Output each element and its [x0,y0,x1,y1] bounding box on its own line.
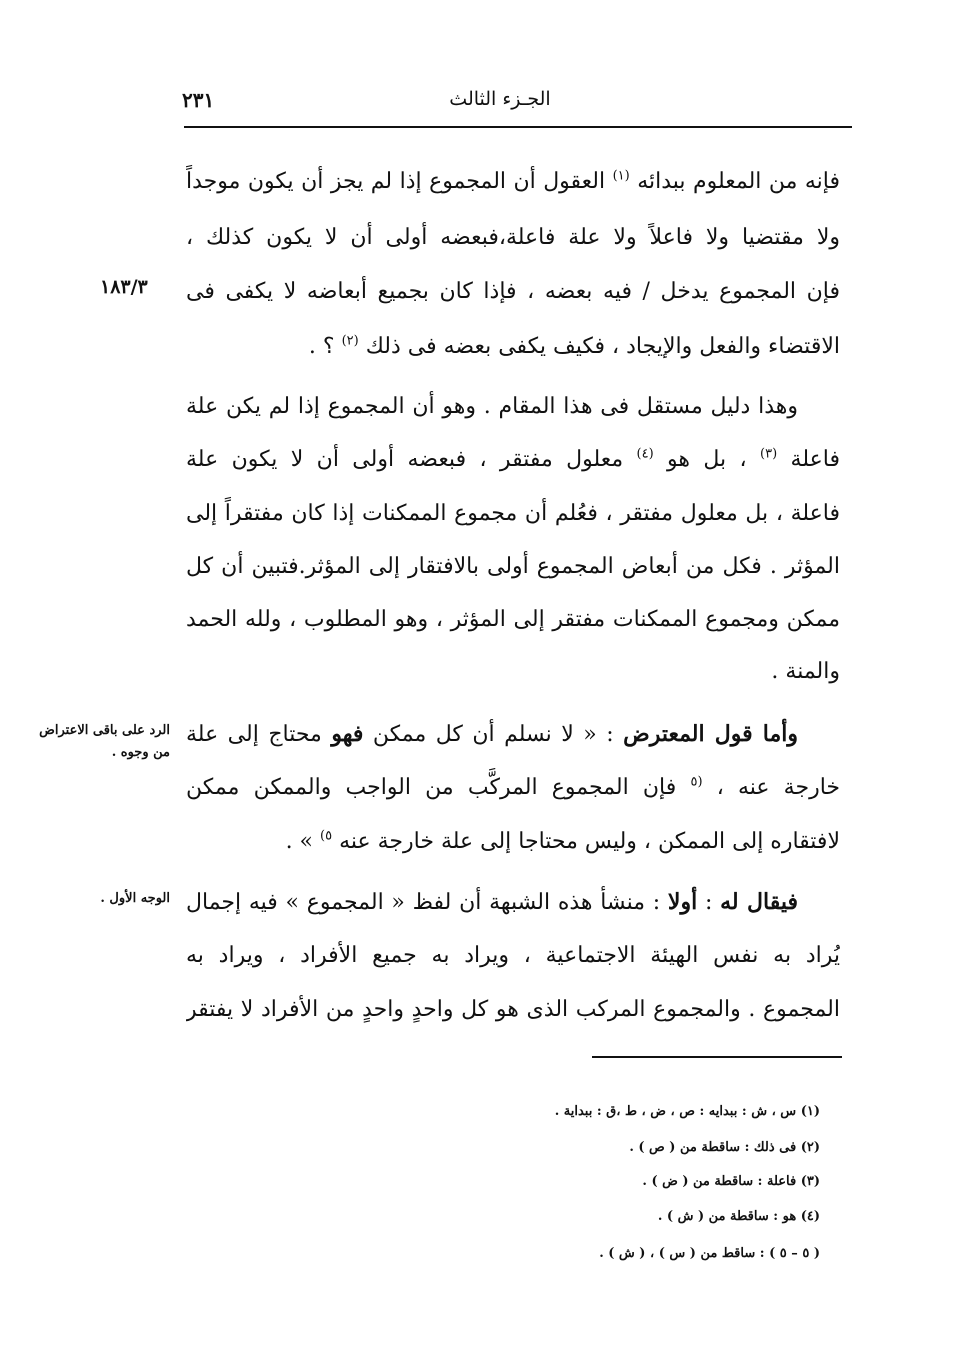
margin-note-reply [20,720,170,764]
text-run: » . [285,829,314,854]
margin-page-reference: ١٨٣/٣ [100,276,148,298]
body-line [186,714,840,754]
text-run: لافتقاره إلى الممكن ، وليس محتاجا إلى علة خارجة عنه [339,829,840,854]
footnote-marker: (٢) [341,333,359,349]
running-title: الجـزء الثالث [449,88,551,110]
footnote-marker: ٥) [320,828,333,844]
footnote-marker: (٥ [690,774,703,790]
body-line: ممكن ومجموع الممكنات مفتقر إلى المؤثر ، وهو المطلوب ، ولله الحمد [186,607,840,632]
text-run-bold: فهو [331,721,364,747]
body-line [186,882,840,922]
margin-note-first-aspect: الوجه الأول . [100,891,170,906]
body-line [186,327,840,367]
margin-note-reply-line2: من وجوه . [111,745,170,760]
text-run: محتاج إلى علة [186,722,322,747]
text-run: فإن المجموع المركَّب من الواجب والممكن ممكن [186,775,677,800]
text-run-bold: وأما قول المعترض [623,721,798,747]
text-run: فإنه من المعلوم ببدائه [637,169,840,194]
header-rule [184,126,852,128]
margin-note-reply-line1: الرد على باقى الاعتراض [39,723,170,738]
text-run: : منشأ هذه الشبهة أن لفظ « المجموع » فيه إجمال [186,890,661,915]
body-line [186,162,840,202]
footnote-marker: (٣) [760,446,778,462]
footnote-5: ( ٥ – ٥ ) : ساقط من ( س ) ، ( ش ) . [599,1246,820,1261]
body-line [186,768,840,808]
text-run: : [704,890,713,915]
body-line: والمنة . [771,659,840,684]
body-line [186,822,840,862]
text-run: العقول أن المجموع إذا لم يجز أن يكون موجداً [186,169,606,194]
page-number: ٢٣١ [182,88,215,112]
body-line: المؤثر . فكل من أبعاض المجموع أولى بالافتقار إلى المؤثر.فتبين أن كل [186,554,840,579]
body-line: فإن المجموع يدخل / فيه بعضه ، فإذا كان بجميع أبعاضه لا يكفى فى [186,279,840,304]
footnote-3: (٣) فاعلة : ساقطة من ( ض ) . [642,1174,820,1189]
footnote-1: (١) س ، ش : ببدايه : ص ، ض ، ط ،ق : ببداية . [554,1104,820,1119]
footnote-rule [592,1056,842,1058]
text-run-bold: أولا [667,889,698,915]
body-line: المجموع . والمجموع المركب الذى هو كل واحدٍ واحدٍ من الأفراد لا يفتقر [186,997,840,1022]
body-line: يُراد به نفس الهيئة الاجتماعية ، ويراد به جميع الأفراد ، ويراد به [186,943,840,968]
text-run: : « لا نسلم أن كل ممكن [372,722,614,747]
text-run-bold: فيقال له [720,889,798,915]
text-run: خارجة عنه ، [716,775,840,800]
text-run: ، بل هو [667,447,747,472]
text-run: الاقتضاء والفعل والإيجاد ، فكيف يكفى بعضه فى ذلك [365,334,840,359]
footnote-marker: (١) [612,168,630,184]
footnote-marker: (٤) [636,446,654,462]
footnote-4: (٤) هو : ساقطة من ( ش ) . [657,1209,820,1224]
footnote-2: (٢) فى ذلك : ساقطة من ( ص ) . [629,1140,820,1155]
body-line: وهذا دليل مستقل فى هذا المقام . وهو أن المجموع إذا لم يكن علة [186,394,798,419]
text-run: معلول مفتقر ، فبعضه أولى أن لا يكون علة [186,447,624,472]
body-line [186,440,840,480]
body-line: ولا مقتضيا ولا فاعلاً ولا علة فاعلة،فبعضه أولى أن لا يكون كذلك ، [186,225,840,250]
text-run: ؟ . [308,334,335,359]
body-line: فاعلة ، بل معلول مفتقر ، فعُلم أن مجموع الممكنات إذا كان مفتقراً إلى [186,501,840,526]
text-run: فاعلة [790,447,840,472]
